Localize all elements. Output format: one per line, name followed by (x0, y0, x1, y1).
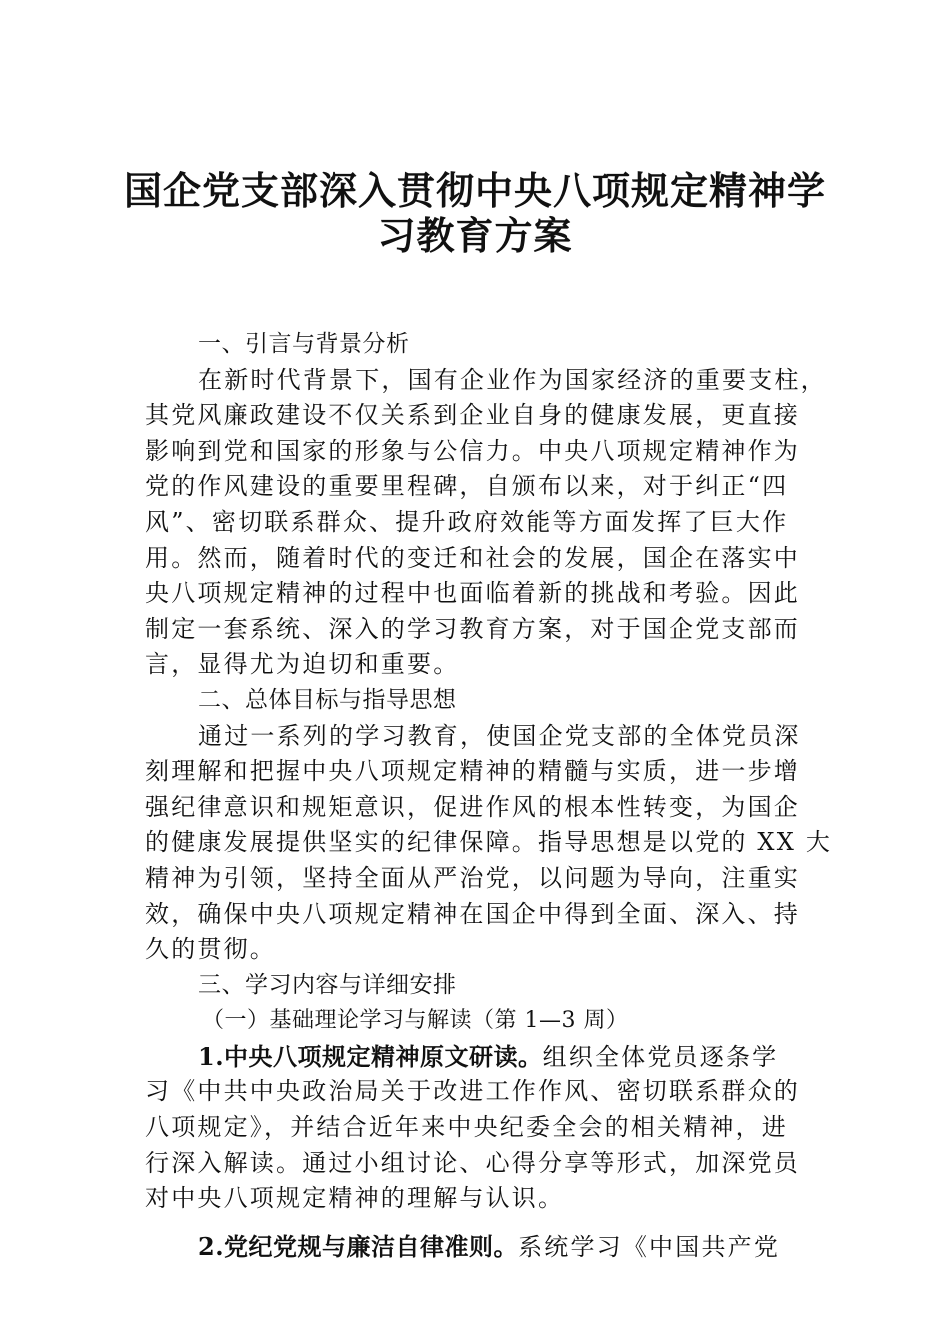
section-heading-goals: 二、总体目标与指导思想 (198, 686, 457, 713)
paragraph-line: 行深入解读。通过小组讨论、心得分享等形式，加深党员 (145, 1148, 800, 1177)
paragraph-line: 在新时代背景下，国有企业作为国家经济的重要支柱， (198, 365, 827, 394)
subsection-heading: （一）基础理论学习与解读（第 1—3 周） (202, 1008, 629, 1034)
paragraph-line: 其党风廉政建设不仅关系到企业自身的健康发展，更直接 (145, 401, 800, 430)
list-item-first-line (145, 1229, 815, 1265)
paragraph-line: 刻理解和把握中央八项规定精神的精髓与实质，进一步增 (145, 757, 800, 786)
document-title-line-1: 国企党支部深入贯彻中央八项规定精神学 (123, 168, 826, 213)
paragraph-line: 效，确保中央八项规定精神在国企中得到全面、深入、持 (145, 899, 800, 928)
document-body (145, 327, 833, 1264)
paragraph-line: 风”、密切联系群众、提升政府效能等方面发挥了巨大作 (145, 507, 789, 536)
list-item-lead: 2.党纪党规与廉洁自律准则。 (198, 1231, 519, 1261)
paragraph-spacer (145, 1217, 815, 1229)
list-item-text: 系统学习《中国共产党 (518, 1232, 781, 1261)
paragraph-line: 强纪律意识和规矩意识，促进作风的根本性转变，为国企 (145, 792, 800, 821)
paragraph-line: 习《中共中央政治局关于改进工作作风、密切联系群众的 (145, 1077, 800, 1106)
paragraph-line: 言，显得尤为迫切和重要。 (145, 650, 460, 679)
paragraph-line: 八项规定》，并结合近年来中央纪委全会的相关精神，进 (145, 1113, 788, 1142)
paragraph-line: 精神为引领，坚持全面从严治党，以问题为导向，注重实 (145, 863, 800, 892)
paragraph-line: 央八项规定精神的过程中也面临着新的挑战和考验。因此 (145, 579, 800, 608)
section-heading-content: 三、学习内容与详细安排 (198, 971, 457, 998)
paragraph-line: 制定一套系统、深入的学习教育方案，对于国企党支部而 (145, 614, 800, 643)
paragraph-line: 用。然而，随着时代的变迁和社会的发展，国企在落实中 (145, 543, 800, 572)
section-heading-intro: 一、引言与背景分析 (198, 331, 410, 357)
paragraph-line: 通过一系列的学习教育，使国企党支部的全体党员深 (198, 721, 801, 750)
paragraph-line: 影响到党和国家的形象与公信力。中央八项规定精神作为 (145, 436, 800, 465)
paragraph-line: 对中央八项规定精神的理解与认识。 (145, 1184, 565, 1213)
list-item-first-line (145, 1039, 815, 1075)
paragraph-line: 党的作风建设的重要里程碑，自颁布以来，对于纠正“四 (145, 472, 789, 501)
paragraph-line: 的健康发展提供坚实的纪律保障。指导思想是以党的 XX 大 (145, 828, 833, 857)
paragraph-line: 久的贯彻。 (145, 935, 276, 964)
list-item-lead: 1.中央八项规定精神原文研读。 (198, 1041, 543, 1071)
document-title-line-2: 习教育方案 (377, 213, 573, 258)
list-item-text: 组织全体党员逐条学 (542, 1042, 779, 1071)
